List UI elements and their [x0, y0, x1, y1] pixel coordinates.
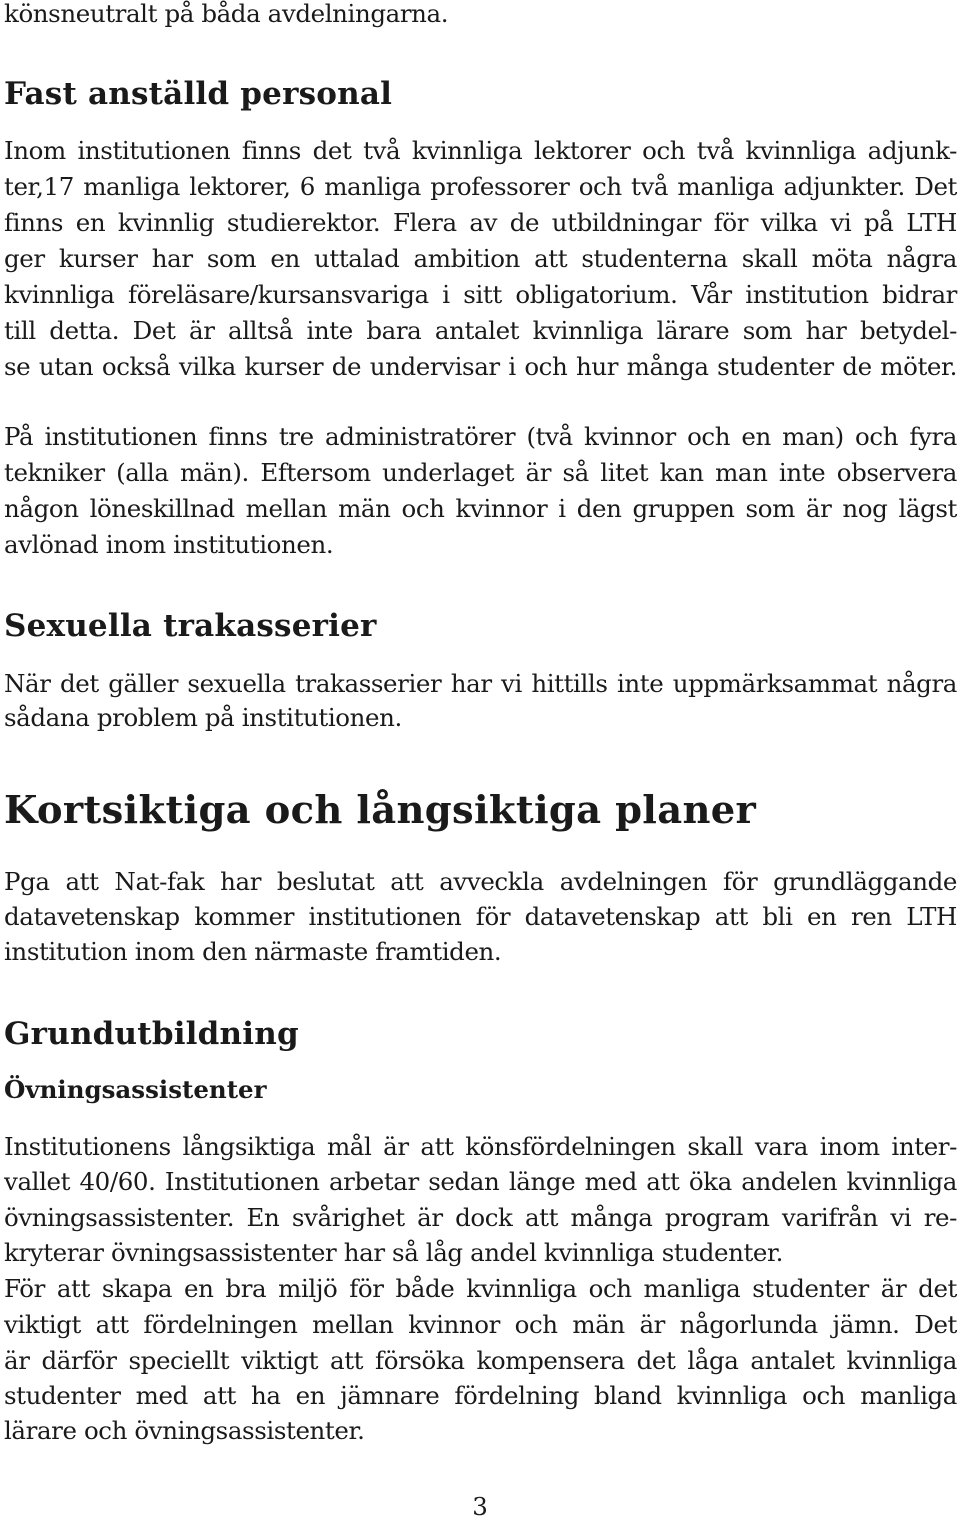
text-line: finns en kvinnlig studierektor. Flera av de utbildningar för vilka vi på LTH [4, 208, 957, 237]
text-line: För att skapa en bra miljö för både kvinnliga och manliga studenter är det [4, 1274, 957, 1303]
section-heading-sexuella-trakasserier: Sexuella trakasserier [4, 608, 377, 644]
text-line: vallet 40/60. Institutionen arbetar sedan länge med att öka andelen kvinnliga [4, 1167, 957, 1196]
text-line: se utan också vilka kurser de undervisar i och hur många studenter de möter. [4, 352, 957, 381]
text-line: lärare och övningsassistenter. [4, 1416, 365, 1445]
section-heading-grundutbildning: Grundutbildning [4, 1016, 299, 1052]
text-line: ger kurser har som en uttalad ambition att studenterna skall möta några [4, 244, 957, 273]
text-line: tekniker (alla män). Eftersom underlaget är så litet kan man inte observera [4, 458, 957, 487]
text-line: datavetenskap kommer institutionen för datavetenskap att bli en ren LTH [4, 902, 957, 931]
text-line: någon löneskillnad mellan män och kvinnor i den gruppen som är nog lägst [4, 494, 957, 523]
subsection-heading-ovningsassistenter: Övningsassistenter [4, 1075, 267, 1104]
text-line: avlönad inom institutionen. [4, 530, 334, 559]
text-line: Pga att Nat-fak har beslutat att avveckla avdelningen för grundläggande [4, 867, 957, 896]
text-line: institution inom den närmaste framtiden. [4, 937, 502, 966]
text-line: Institutionens långsiktiga mål är att könsfördelningen skall vara inom inter- [4, 1132, 957, 1161]
section-heading-fast-anstalld: Fast anställd personal [4, 76, 393, 112]
text-line: övningsassistenter. En svårighet är dock att många program varifrån vi re- [4, 1203, 957, 1232]
text-line: ter,17 manliga lektorer, 6 manliga professorer och två manliga adjunkter. Det [4, 172, 957, 201]
text-line: Inom institutionen finns det två kvinnliga lektorer och två kvinnliga adjunk- [4, 136, 957, 165]
intro-text: könsneutralt på båda avdelningarna. [4, 0, 449, 28]
text-line: kryterar övningsassistenter har så låg andel kvinnliga studenter. [4, 1238, 784, 1267]
text-line: är därför speciellt viktigt att försöka kompensera det låga antalet kvinnliga [4, 1346, 957, 1375]
text-line: På institutionen finns tre administratörer (två kvinnor och en man) och fyra [4, 422, 957, 451]
chapter-heading-planer: Kortsiktiga och långsiktiga planer [4, 788, 757, 833]
text-line: viktigt att fördelningen mellan kvinnor och män är någorlunda jämn. Det [4, 1310, 957, 1339]
text-line: till detta. Det är alltså inte bara antalet kvinnliga lärare som har betydel- [4, 316, 957, 345]
text-line: kvinnliga föreläsare/kursansvariga i sitt obligatorium. Vår institution bidrar [4, 280, 957, 309]
text-line: När det gäller sexuella trakasserier har vi hittills inte uppmärksammat några [4, 669, 957, 698]
page-number: 3 [472, 1492, 488, 1521]
text-line: studenter med att ha en jämnare fördelning bland kvinnliga och manliga [4, 1381, 957, 1410]
text-line: sådana problem på institutionen. [4, 703, 402, 732]
